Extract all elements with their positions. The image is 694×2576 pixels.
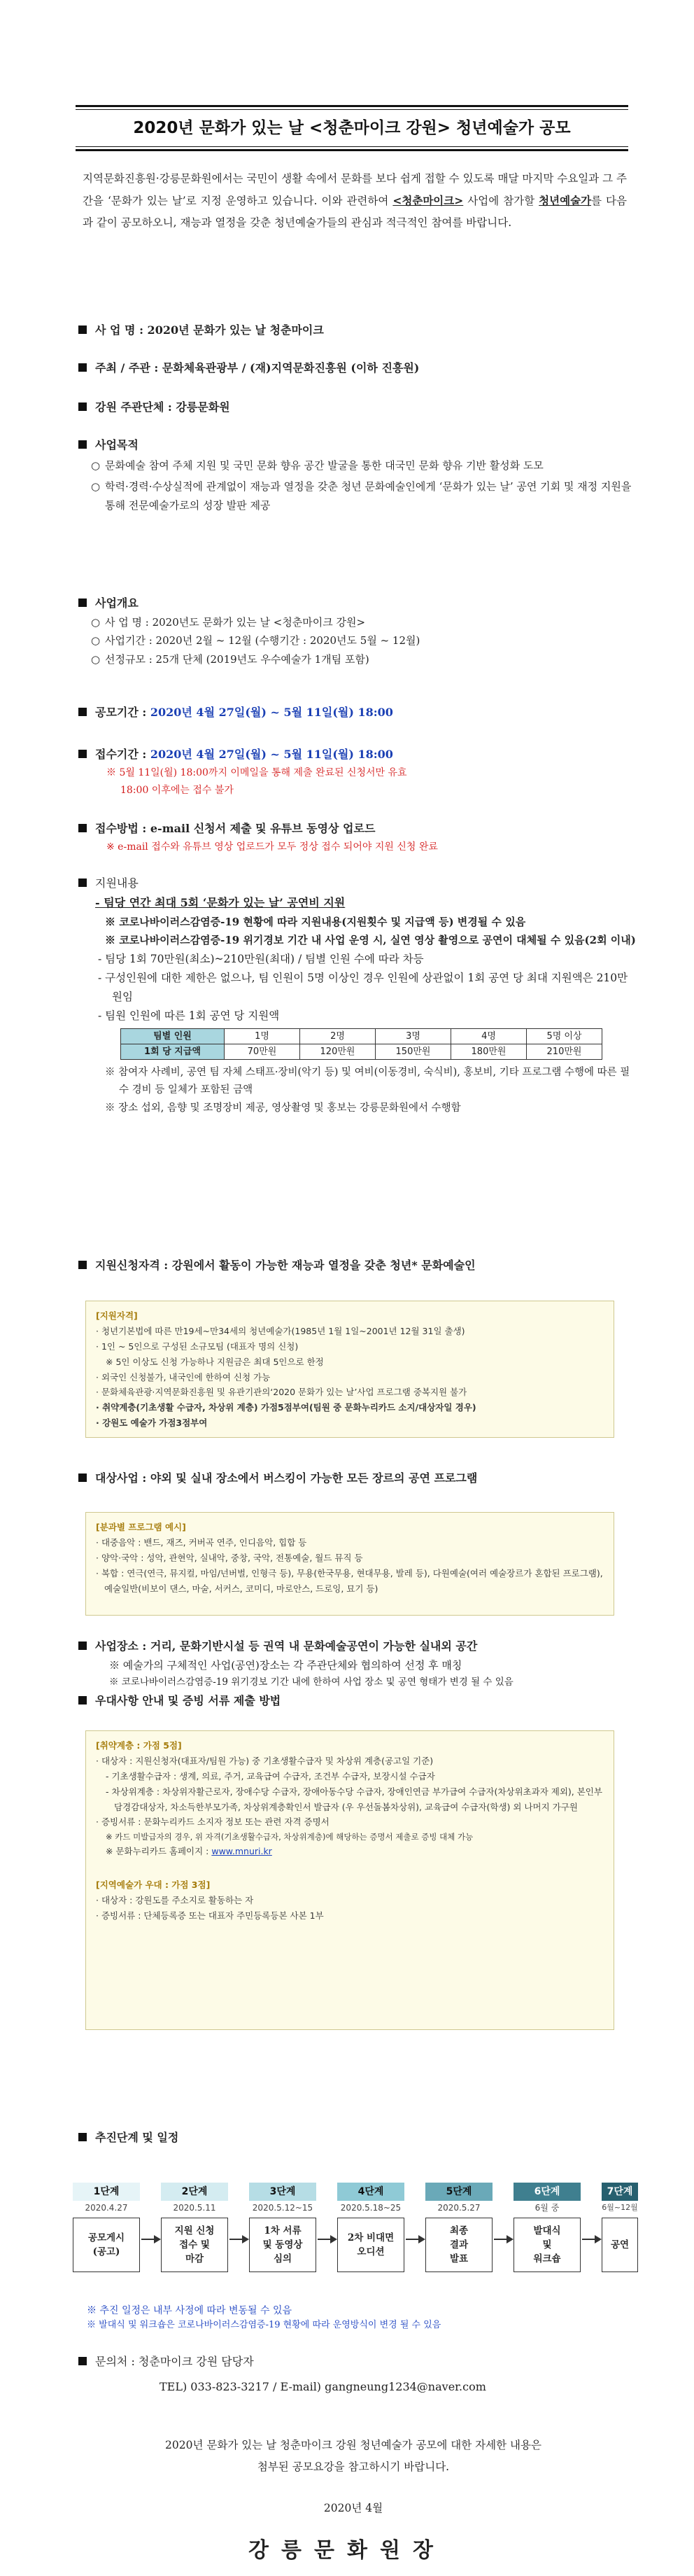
receipt-note-1: ※ 5월 11일(월) 18:00까지 이메일을 통해 제출 완료된 신청서만 유효: [106, 767, 407, 778]
purpose-item-2: ○ 학력·경력·수상실적에 관계없이 재능과 열정을 갖춘 청년 문화예술인에게 ‘문화가 있는 날’ 공연 기회 및 재정 지원을 통해 전문예술가로의 성장 발판 제공: [78, 477, 638, 514]
purpose-item-1: ○ 문화예술 참여 주체 지원 및 국민 문화 향유 공간 발굴을 통한 대국민 문화 향유 기반 활성화 도모: [78, 456, 638, 475]
arrow-right-icon: [406, 2239, 424, 2240]
closing-line-2: 첨부된 공모요강을 참고하시기 바랍니다.: [257, 2460, 450, 2473]
receipt-value: 2020년 4월 27일(월) ~ 5월 11일(월) 18:00: [150, 748, 393, 761]
priority-line: · 증빙서류 : 단체등록증 또는 대표자 주민등록등본 사본 1부: [96, 1910, 324, 1921]
square-bullet-icon: [78, 440, 87, 449]
section-project-name: [78, 321, 638, 340]
support-detail-1: - 팀당 1회 70만원(최소)~210만원(최대) / 팀별 인원 수에 따라 차등: [98, 952, 424, 965]
section-operator: [78, 398, 638, 417]
stage-1: [73, 2183, 140, 2272]
arrow-right-icon: [229, 2239, 248, 2240]
steps-heading: 추진단계 및 일정: [95, 2131, 179, 2144]
priority-line: - 기초생활수급자 : 생계, 의료, 주거, 교육급여 수급자, 조건부 수급자, 보장시설 수급자: [106, 1770, 435, 1782]
genre-line: · 대중음악 : 밴드, 재즈, 커버곡 연주, 인디음악, 힙합 등: [96, 1536, 307, 1548]
stage-4: [337, 2183, 404, 2272]
mnuri-link[interactable]: www.mnuri.kr: [211, 1846, 272, 1857]
steps-notes: [87, 2303, 646, 2333]
square-bullet-icon: [78, 326, 87, 334]
pay-table-header: 1명: [225, 1029, 300, 1044]
square-bullet-icon: [78, 1474, 87, 1482]
intro-text-1: 지역문화진흥원·강릉문화원에서는 국민이 생활 속에서 문화를 보다 쉽게 접할 수 있도록 매달 마지막 수요일과 그 주간을 ‘문화가 있는 날’로 지정 운영하고 있습니다. 이와 관련하여: [83, 172, 627, 207]
section-receipt-period: [78, 745, 638, 799]
genre-box-heading: [분과별 프로그램 예시]: [96, 1522, 186, 1532]
pay-table-header-row: [121, 1029, 602, 1044]
pay-table-amount-row: [121, 1044, 602, 1060]
eligibility-box: [85, 1301, 614, 1438]
host: 주최 / 주관 : 문화체육관광부 / (재)지역문화진흥원 (이하 진흥원): [95, 361, 420, 374]
pay-table-header: 2명: [300, 1029, 376, 1044]
intro-text-2: 사업에 참가할: [463, 195, 539, 207]
stage-box: 1차 서류 및 동영상 심의: [249, 2218, 316, 2272]
priority-line: · 대상자 : 강원도를 주소지로 활동하는 자: [96, 1895, 254, 1906]
steps-note-2: ※ 발대식 및 워크숍은 코로나바이러스감염증-19 현황에 따라 운영방식이 변경 될 수 있음: [87, 2320, 441, 2331]
stage-date: 2020.5.27: [437, 2203, 481, 2213]
venue-note-2: ※ 코로나바이러스감염증-19 위기경보 기간 내에 한하여 사업 장소 및 공연 형태가 변경 될 수 있음: [109, 1676, 514, 1688]
support-bold-note-1: ※ 코로나바이러스감염증-19 현황에 따라 지원내용(지원횟수 및 지급액 등) 변경될 수 있음: [105, 916, 526, 928]
steps-note-1: ※ 추진 일정은 내부 사정에 따라 변동될 수 있음: [87, 2305, 292, 2316]
pay-note-2: ※ 장소 섭외, 음향 및 조명장비 제공, 영상촬영 및 홍보는 강릉문화원에서 수행함: [105, 1102, 461, 1114]
eligibility-box-heading: [지원자격]: [96, 1310, 138, 1321]
square-bullet-icon: [78, 1261, 87, 1269]
stage-tag: 1단계: [73, 2183, 140, 2201]
stage-tag: 2단계: [161, 2183, 228, 2201]
genre-line: · 양악·국악 : 성악, 관현악, 실내악, 중창, 국악, 전통예술, 월드 뮤직 등: [96, 1552, 363, 1563]
square-bullet-icon: [78, 878, 87, 887]
pay-table-header: 3명: [376, 1029, 451, 1044]
receipt-label: 접수기간 :: [95, 748, 150, 761]
support-heading: 지원내용: [95, 876, 139, 890]
eligibility-heading: 지원신청자격 : 강원에서 활동이 가능한 재능과 열정을 갖춘 청년* 문화예술인: [95, 1259, 476, 1272]
stage-diagram: [73, 2183, 638, 2302]
square-bullet-icon: [78, 598, 87, 607]
intro-highlight-2: 청년예술가: [539, 194, 592, 207]
pay-table-header: 4명: [451, 1029, 527, 1044]
closing-paragraph: [77, 2435, 630, 2478]
pay-table-cell: 70만원: [225, 1044, 300, 1060]
square-bullet-icon: [78, 708, 87, 716]
pay-table-cell: 120만원: [300, 1044, 376, 1060]
arrow-right-icon: [582, 2239, 600, 2240]
recruit-label: 공모기간 :: [95, 706, 150, 719]
stage-7: [602, 2183, 638, 2272]
pay-table-cell: 210만원: [527, 1044, 602, 1060]
support-detail-2: - 구성인원에 대한 제한은 없으나, 팀 인원이 5명 이상인 경우 인원에 상관없이 1회 공연 당 최대 지원액은 210만원임: [98, 971, 628, 1003]
overview-item-1: ○ 사 업 명 : 2020년도 문화가 있는 날 <청춘마이크 강원>: [78, 613, 638, 631]
section-eligibility: [78, 1256, 638, 1275]
genre-line: · 복합 : 연극(연극, 뮤지컬, 마임/넌버벌, 인형극 등), 무용(한국무용, 현대무용, 발레 등), 다원예술(여러 예술장르가 혼합된 프로그램), 예술일반(비보이 댄스, 마술, 서커스, 코미디, 마로안스, 드로잉, 묘기 등): [96, 1567, 603, 1594]
stage-tag: 4단계: [337, 2183, 404, 2201]
priority-line: · 대상자 : 지원신청자(대표자/팀원 가능) 중 기초생활수급자 및 차상위 계층(공고일 기준): [96, 1755, 434, 1766]
square-bullet-icon: [78, 2357, 87, 2365]
square-bullet-icon: [78, 402, 87, 411]
stage-tag: 7단계: [602, 2183, 638, 2201]
stage-box: 2차 비대면 오디션: [337, 2218, 404, 2272]
stage-date: 6월 중: [534, 2203, 560, 2213]
overview-heading: 사업개요: [95, 596, 139, 610]
stage-tag: 5단계: [425, 2183, 493, 2201]
stage-box: 발대식 및 워크숍: [514, 2218, 581, 2272]
overview-item-3: ○ 선정규모 : 25개 단체 (2019년도 우수예술가 1개팀 포함): [78, 650, 638, 668]
stage-box: 공모게시 (공고): [73, 2218, 140, 2272]
stage-date: 2020.4.27: [85, 2203, 128, 2213]
section-recruit-period: [78, 703, 638, 722]
method-note: ※ e-mail 접수와 유튜브 영상 업로드가 모두 정상 접수 되어야 지원 신청 완료: [106, 841, 438, 853]
pay-table-header-label: 팀별 인원: [121, 1029, 225, 1044]
eligibility-line: · 외국인 신청불가, 내국인에 한하여 신청 가능: [96, 1371, 271, 1382]
stage-2: [161, 2183, 228, 2272]
eligibility-line: · 1인 ~ 5인으로 구성된 소규모팀 (대표자 명의 신청): [96, 1340, 299, 1352]
support-bold-note-2: ※ 코로나바이러스감염증-19 위기경보 기간 내 사업 운영 시, 실연 영상 촬영으로 공연이 대체될 수 있음(2회 이내): [105, 934, 636, 947]
pay-table-header: 5명 이상: [527, 1029, 602, 1044]
contact-value: TEL) 033-823-3217 / E-mail) gangneung1234@naver.com: [160, 2380, 486, 2393]
support-detail-3: - 팀원 인원에 따른 1회 공연 당 지원액: [98, 1009, 280, 1022]
arrow-right-icon: [494, 2239, 512, 2240]
signer: 강릉문화원장: [248, 2538, 446, 2563]
section-venue: [78, 1637, 638, 1711]
operator: 강원 주관단체 : 강릉문화원: [95, 400, 230, 414]
section-target: [78, 1469, 638, 1488]
venue-note-1: ※ 예술가의 구체적인 사업(공연)장소는 각 주관단체와 협의하여 선정 후 매칭: [109, 1659, 462, 1672]
closing-date: 2020년 4월: [323, 2502, 383, 2514]
project-name: 사 업 명 : 2020년 문화가 있는 날 청춘마이크: [95, 323, 324, 337]
pay-table-cell: 180만원: [451, 1044, 527, 1060]
arrow-right-icon: [141, 2239, 160, 2240]
intro-highlight: <청춘마이크>: [392, 194, 464, 207]
priority-line: · 증빙서류 : 문화누리카드 소지자 정보 또는 관련 자격 증명서: [96, 1816, 330, 1828]
priority-box: [85, 1730, 614, 2030]
square-bullet-icon: [78, 2133, 87, 2141]
overview-item-2: ○ 사업기간 : 2020년 2월 ~ 12월 (수행기간 : 2020년도 5월 ~ 12월): [78, 631, 638, 650]
priority-line: ※ 문화누리카드 홈페이지 :: [106, 1846, 212, 1857]
square-bullet-icon: [78, 1696, 87, 1704]
eligibility-line: · 청년기본법에 따른 만19세~만34세의 청년예술가(1985년 1월 1일~2001년 12월 31일 출생): [96, 1325, 465, 1336]
stage-5: [425, 2183, 493, 2272]
stage-date: 2020.5.11: [173, 2203, 216, 2213]
square-bullet-icon: [78, 824, 87, 832]
support-main: - 팀당 연간 최대 5회 ‘문화가 있는 날’ 공연비 지원: [95, 896, 346, 909]
stage-tag: 3단계: [249, 2183, 316, 2201]
priority-box-heading-2: [지역예술가 우대 : 가점 3점]: [96, 1879, 211, 1891]
stage-6: [514, 2183, 581, 2272]
page-title: 2020년 문화가 있는 날 <청춘마이크 강원> 청년예술가 공모: [133, 118, 571, 137]
section-method: [78, 819, 638, 856]
section-contact: [78, 2352, 638, 2397]
section-host: [78, 358, 638, 378]
stage-date: 6월~12월: [602, 2203, 638, 2212]
priority-line: ※ 카드 미발급자의 경우, 위 자격(기초생활수급자, 차상위계층)에 해당하는 증명서 제출로 증빙 대체 가능: [106, 1832, 474, 1842]
section-overview: [78, 594, 638, 668]
priority-box-heading: [취약계층 : 가점 5점]: [96, 1740, 182, 1751]
square-bullet-icon: [78, 363, 87, 372]
pay-table-row-label: 1회 당 지급액: [121, 1044, 225, 1060]
purpose-heading: 사업목적: [95, 438, 139, 451]
pay-table-cell: 150만원: [376, 1044, 451, 1060]
stage-3: [249, 2183, 316, 2272]
section-steps: [78, 2128, 638, 2148]
pay-note-1: ※ 참여자 사례비, 공연 팀 자체 스태프·장비(악기 등) 및 여비(이동경비, 숙식비), 홍보비, 기타 프로그램 수행에 따른 필수 경비 등 일체가 포함된 금액: [105, 1067, 630, 1096]
stage-tag: 6단계: [514, 2183, 581, 2201]
intro-text-3: 를 다음과 같이 공모하오니, 재능과 열정을 갖춘 청년예술가들의 관심과 적극적인 참여를 바랍니다.: [83, 195, 627, 229]
genre-box: [85, 1512, 614, 1616]
eligibility-line: ※ 5인 이상도 신청 가능하나 지원금은 최대 5인으로 한정: [106, 1356, 324, 1367]
square-bullet-icon: [78, 1642, 87, 1650]
eligibility-line: · 취약계층(기초생활 수급자, 차상위 계층) 가점5점부여(팀원 중 문화누리카드 소지/대상자일 경우): [96, 1402, 476, 1413]
method: 접수방법 : e-mail 신청서 제출 및 유튜브 동영상 업로드: [95, 822, 376, 835]
venue-heading: 사업장소 : 거리, 문화기반시설 등 권역 내 문화예술공연이 가능한 실내외 공간: [95, 1639, 478, 1653]
section-purpose: [78, 435, 638, 514]
intro-paragraph: [83, 168, 627, 234]
stage-date: 2020.5.12~15: [252, 2203, 313, 2213]
priority-line: - 차상위계층 : 차상위자활근로자, 장애수당 수급자, 장애아동수당 수급자, 장애인연금 부가급여 수급자(차상위초과자 제외), 본인부담경감대상자, 차소득한부모가족, 차상위계층확인서 발급자 (우 우선돌봄차상위), 교육급여 수급자(학생) 외 나머지 가구원: [106, 1786, 602, 1812]
target-heading: 대상사업 : 야외 및 실내 장소에서 버스킹이 가능한 모든 장르의 공연 프로그램: [95, 1471, 478, 1485]
square-bullet-icon: [78, 750, 87, 758]
closing-line-1: 2020년 문화가 있는 날 청춘마이크 강원 청년예술가 공모에 대한 자세한 내용은: [165, 2439, 541, 2451]
recruit-value: 2020년 4월 27일(월) ~ 5월 11일(월) 18:00: [150, 706, 393, 719]
stage-box: 지원 신청 접수 및 마감: [161, 2218, 228, 2272]
pay-table: [120, 1028, 602, 1060]
contact-heading: 문의처 : 청춘마이크 강원 담당자: [95, 2355, 254, 2368]
priority-heading: 우대사항 안내 및 증빙 서류 제출 방법: [95, 1693, 281, 1707]
eligibility-line: · 문화체육관광·지역문화진흥원 및 유관기관의‘2020 문화가 있는 날’사업 프로그램 중복지원 불가: [96, 1387, 467, 1398]
stage-date: 2020.5.18~25: [340, 2203, 402, 2213]
stage-box: 공연: [602, 2218, 638, 2272]
stage-box: 최종 결과 발표: [425, 2218, 493, 2272]
section-support: [78, 874, 638, 1117]
arrow-right-icon: [318, 2239, 336, 2240]
receipt-note-2: 18:00 이후에는 접수 불가: [120, 784, 234, 796]
eligibility-line: · 강원도 예술가 가점3점부여: [96, 1418, 208, 1429]
title-box: [76, 105, 628, 151]
